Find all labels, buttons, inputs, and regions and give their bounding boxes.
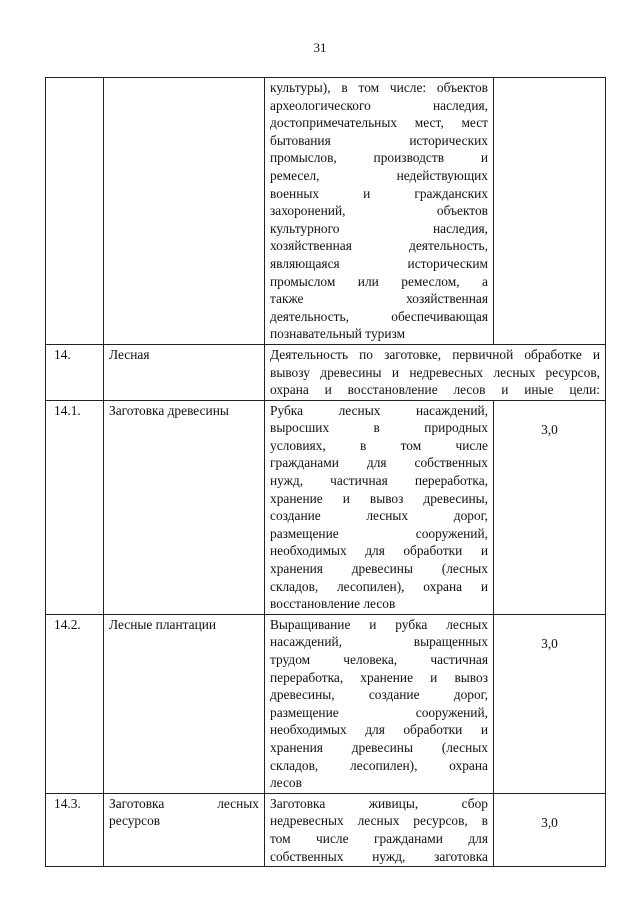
code-cell: 14.2. <box>46 614 104 793</box>
description-cell: культуры), в том числе: объектов археологического наследия, достопримечательных мест, мест бытования исторических промыслов, производств и ремесел, недействующих военных и гражданских захоронений, объектов культурного наследия, хозяйственная деятельность, являющаяся историческим промыслом или ремеслом, а также хозяйственная деятельность, обеспечивающая познавательный туризм <box>265 78 494 345</box>
code-cell: 14.1. <box>46 400 104 614</box>
description-cell: Деятельность по заготовке, первичной обработке и вывозу древесины и недревесных лесных ресурсов, охрана и восстановление лесов и иные цели: <box>265 344 606 400</box>
land-use-table <box>45 77 606 867</box>
table-row-14-2 <box>46 614 606 793</box>
name-cell: Лесные плантации <box>104 614 265 793</box>
table-row-continuation <box>46 78 606 345</box>
value-cell <box>494 78 606 345</box>
value-cell: 3,0 <box>494 793 606 866</box>
name-cell: Заготовка древесины <box>104 400 265 614</box>
name-cell <box>104 78 265 345</box>
description-cell: Заготовка живицы, сбор недревесных лесных ресурсов, в том числе гражданами для собственных нужд, заготовка <box>265 793 494 866</box>
description-cell: Выращивание и рубка лесных насаждений, выращенных трудом человека, частичная переработка, хранение и вывоз древесины, создание дорог, размещение сооружений, необходимых для обработки и хранения древесины (лесных складов, лесопилен), охрана лесов <box>265 614 494 793</box>
page-number: 31 <box>313 40 327 55</box>
name-cell: Лесная <box>104 344 265 400</box>
description-cell: Рубка лесных насаждений, выросших в природных условиях, в том числе гражданами для собственных нужд, частичная переработка, хранение и вывоз древесины, создание лесных дорог, размещение сооружений, необходимых для обработки и хранения древесины (лесных складов, лесопилен), охрана и восстановление лесов <box>265 400 494 614</box>
code-cell <box>46 78 104 345</box>
value-cell: 3,0 <box>494 614 606 793</box>
table-row-14-3 <box>46 793 606 866</box>
code-cell: 14.3. <box>46 793 104 866</box>
name-cell: Заготовка лесных ресурсов <box>104 793 265 866</box>
table-row-14-1 <box>46 400 606 614</box>
table-row-14 <box>46 344 606 400</box>
value-cell: 3,0 <box>494 400 606 614</box>
code-cell: 14. <box>46 344 104 400</box>
